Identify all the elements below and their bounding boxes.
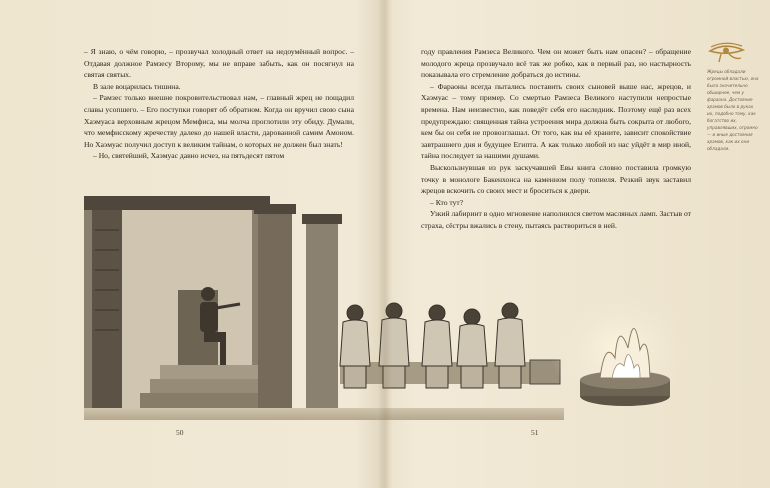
paragraph: – Кто тут? bbox=[430, 197, 464, 207]
page-number-left: 50 bbox=[176, 428, 184, 437]
right-page bbox=[385, 0, 770, 488]
left-page-text bbox=[84, 46, 354, 162]
paragraph: году правления Рамзеса Великого. Чем он может быть нам опасен? – обращение молодого жреца прозвучало всё так же робко, как в первый раз, но настырность показывала его стремление добраться до истины. bbox=[421, 47, 691, 80]
paragraph: Выскользнувшая из рук заскучавшей Евы книга словно поставила громкую точку в монологе Бакенхонса на каменном полу топиеля. Резкий звук заставил жрецов вскочить со своих мест и броситься к двери. bbox=[421, 162, 691, 196]
right-page-text bbox=[421, 46, 691, 232]
paragraph: – Но, святейший, Хаэмуас давно исчез, на пятьдесят пятом bbox=[93, 151, 285, 161]
paragraph: – Фараоны всегда пытались поставить своих сыновей выше нас, жрецов, и Хаэмуас – тому пример. Со смертью Рамзеса Великого наступили непростые времена. Нам неизвестно, как поведёт себя его наследник. Поэтому ещё раз всех предупреждаю: священная тайна устроения мира должна быть сокрыта от любого, кем бы он себя не провозглашал. От того, как вы её храните, зависит спокойствие завтрашнего дня и будущее Египта. А как только любой из нас уйдёт в мир иной, тайна последует за нашими душами. bbox=[421, 81, 691, 161]
eye-of-horus-icon bbox=[707, 42, 747, 64]
paragraph: – Рамзес только внешне покровительствовал нам, – главный жрец не пощадил славы усопшего. – Его поступки говорят об обратном. Когда он вручил свою сына Хаэмуаса верховным жрецом Мемфиса, мы молча проглотили эту обиду. Думали, что мемфисскому жречеству далеко до нашей власти, дарованной самим Амоном. Но Хаэмуас получил доступ к великим тайнам, о которых не должен был знать! bbox=[84, 93, 354, 149]
paragraph: – Я знаю, о чём говорю, – прозвучал холодный ответ на недоумённый вопрос. – Отдавая должное Рамзесу Второму, мы не вправе забыть, как он посягнул на святая святых. bbox=[84, 47, 354, 80]
page-number-right: 51 bbox=[531, 428, 539, 437]
sidebar-note: Жрецы обладали огромной властью, она была значительно обширнее, чем у фараона. Достояние храмов было в руках их, подобно тому, как богатство их, управлявших, огромно — и иные достояния храмов, как их они обладали. bbox=[707, 69, 759, 151]
paragraph: Узкий лабиринт в одно мгновение наполнился светом масляных ламп. Застыв от страха, сёстры вжались в стену, пытаясь раствориться в ней. bbox=[421, 209, 691, 230]
paragraph: В зале воцарилась тишина. bbox=[93, 81, 181, 91]
